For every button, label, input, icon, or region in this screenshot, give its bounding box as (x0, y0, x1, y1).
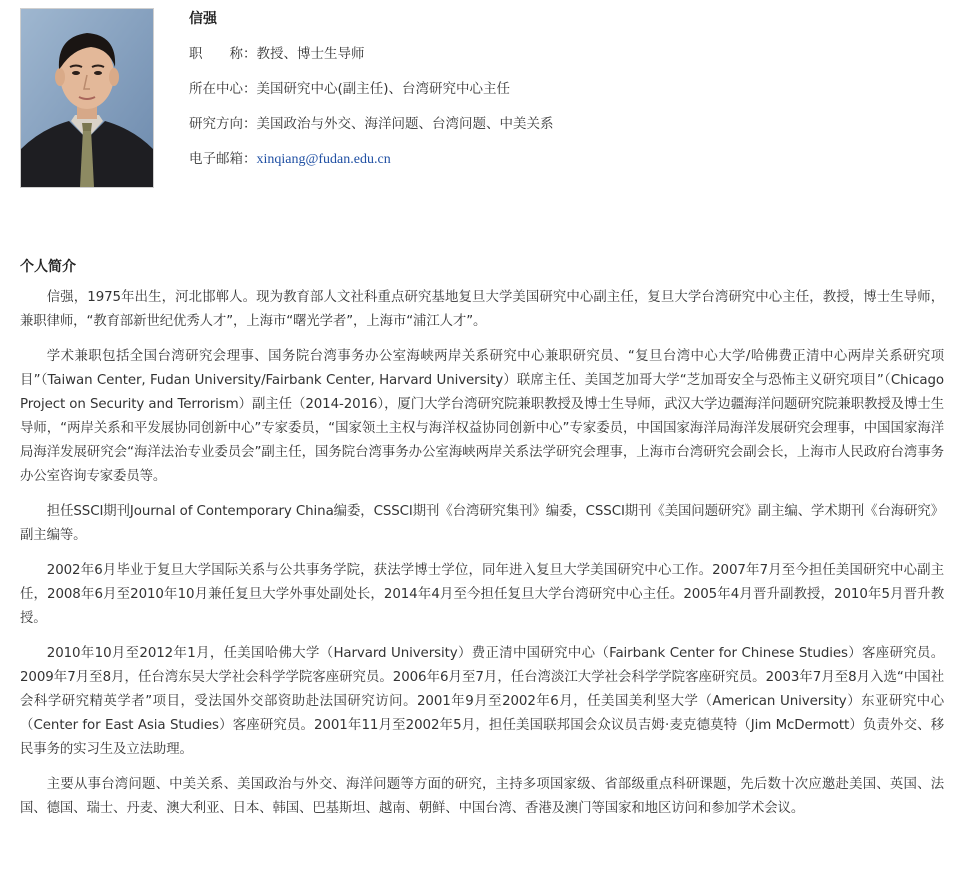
center-row (189, 78, 929, 100)
bio-paragraph: 信强，1975年出生，河北邯郸人。现为教育部人文社科重点研究基地复旦大学美国研究中心副主任，复旦大学台湾研究中心主任，教授，博士生导师，兼职律师，“教育部新世纪优秀人才”，上海市“曙光学者”，上海市“浦江人才”。 (20, 290, 944, 329)
profile-info (189, 8, 929, 170)
center-value: 美国研究中心(副主任)、台湾研究中心主任 (256, 81, 511, 97)
portrait-image (21, 9, 153, 187)
email-link[interactable]: xinqiang@fudan.edu.cn (256, 152, 391, 167)
center-label: 所在中心： (189, 81, 257, 97)
title-row (189, 43, 929, 65)
email-label: 电子邮箱： (189, 151, 257, 167)
bio-paragraph: 担任SSCI期刊Journal of Contemporary China编委，CSSCI期刊《台湾研究集刊》编委，CSSCI期刊《美国问题研究》副主编、学术期刊《台海研究》副主编等。 (20, 504, 944, 543)
profile-header (20, 8, 950, 188)
profile-photo (20, 8, 154, 188)
research-value: 美国政治与外交、海洋问题、台湾问题、中美关系 (256, 116, 554, 132)
title-label: 职 称： (189, 46, 257, 62)
title-value: 教授、博士生导师 (256, 46, 365, 62)
section-title-bio: 个人简介 (20, 259, 76, 275)
bio-paragraph: 学术兼职包括全国台湾研究会理事、国务院台湾事务办公室海峡两岸关系研究中心兼职研究员、“复旦台湾中心大学/哈佛费正清中心两岸关系研究项目”（Taiwan Center, Fudan University/Fairbank Center, Harvard University）联席主任、美国芝加哥大学“芝加哥安全与恐怖主义研究项目”（Chicago Project on Security and Terrorism）副主任（2014-2016），厦门大学台湾研究院兼职教授及博士生导师，武汉大学边疆海洋问题研究院兼职教授及博士生导师，“两岸关系和平发展协同创新中心”专家委员，“国家领土主权与海洋权益协同创新中心”专家委员，中国国家海洋局海洋发展研究会理事，中国国家海洋局海洋发展研究会“海洋法治专业委员会”副主任，国务院台湾事务办公室海峡两岸关系法学研究会理事，上海市台湾研究会副会长，上海市人民政府台湾事务办公室咨询专家委员等。 (20, 349, 944, 484)
bio-paragraph: 2010年10月至2012年1月，任美国哈佛大学（Harvard University）费正清中国研究中心（Fairbank Center for Chinese Studies）客座研究员。2009年7月至8月，任台湾东吴大学社会科学学院客座研究员。2006年6月至7月，任台湾淡江大学社会科学学院客座研究员。2003年7月至8月入选“中国社会科学研究精英学者”项目，受法国外交部资助赴法国研究访问。2001年9月至2002年6月，任美国美利坚大学（American University）东亚研究中心（Center for East Asia Studies）客座研究员。2001年11月至2002年5月，担任美国联邦国会众议员吉姆·麦克德莫特（Jim McDermott）负责外交、移民事务的实习生及立法助理。 (20, 646, 944, 757)
bio-paragraph: 主要从事台湾问题、中美关系、美国政治与外交、海洋问题等方面的研究，主持多项国家级、省部级重点科研课题，先后数十次应邀赴美国、英国、法国、德国、瑞士、丹麦、澳大利亚、日本、韩国、巴基斯坦、越南、朝鲜、中国台湾、香港及澳门等国家和地区访问和参加学术会议。 (20, 777, 944, 816)
research-label: 研究方向： (189, 116, 257, 132)
research-row (189, 113, 929, 135)
bio-paragraph: 2002年6月毕业于复旦大学国际关系与公共事务学院，获法学博士学位，同年进入复旦大学美国研究中心工作。2007年7月至今担任美国研究中心副主任，2008年6月至2010年10月兼任复旦大学外事处副处长，2014年4月至今担任复旦大学台湾研究中心主任。2005年4月晋升副教授，2010年5月晋升教授。 (20, 563, 944, 626)
bio-body (20, 286, 944, 832)
email-row (189, 148, 929, 170)
profile-name: 信强 (189, 11, 217, 27)
